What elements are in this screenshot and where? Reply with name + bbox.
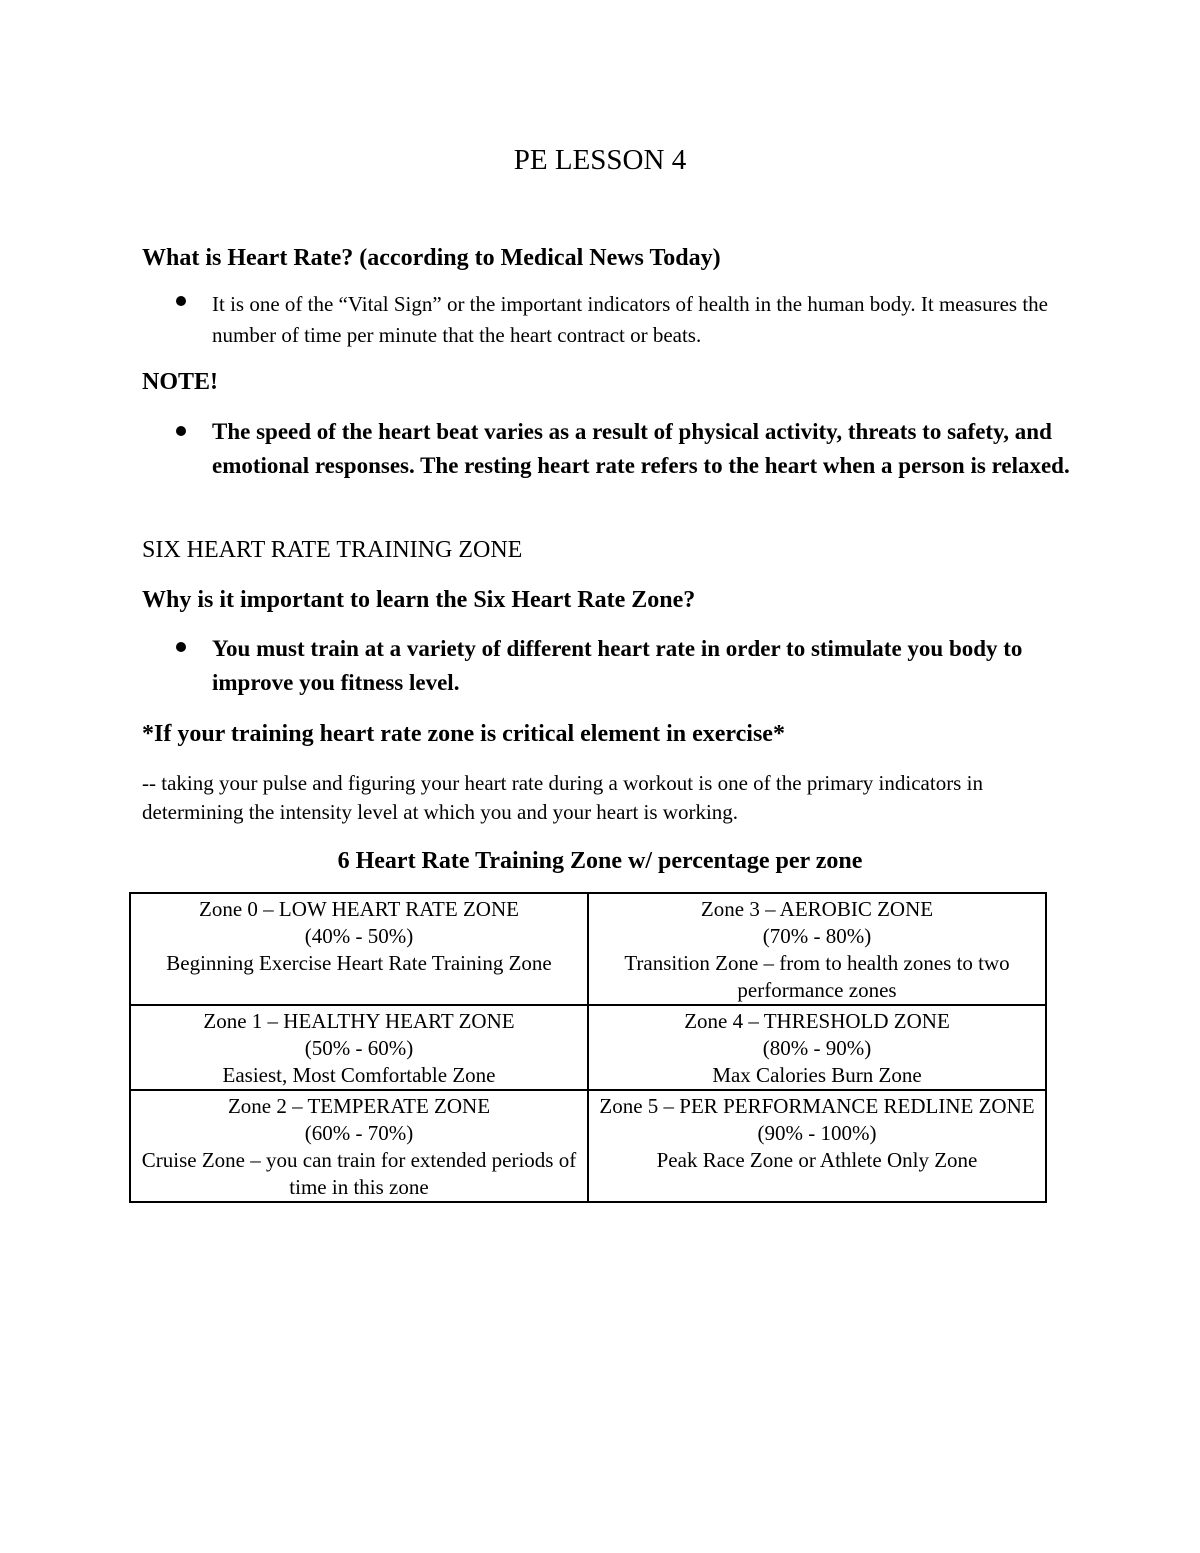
critical-element-note: *If your training heart rate zone is critical element in exercise*: [142, 721, 785, 747]
zone-cell: [588, 1090, 1046, 1202]
table-row: [130, 1090, 1046, 1202]
six-zone-heading: SIX HEART RATE TRAINING ZONE: [142, 537, 523, 563]
bullet-dot-icon: [176, 296, 186, 306]
zone-cell: [588, 893, 1046, 1005]
zone-description: Easiest, Most Comfortable Zone: [222, 1063, 496, 1087]
table-caption: 6 Heart Rate Training Zone w/ percentage per zone: [337, 848, 863, 874]
page-title: PE LESSON 4: [513, 144, 687, 176]
heart-rate-zone-table: [129, 892, 1047, 1203]
zone-range: (40% - 50%): [304, 924, 414, 948]
why-heading: Why is it important to learn the Six Heart Rate Zone?: [142, 587, 696, 613]
heart-rate-definition: It is one of the “Vital Sign” or the important indicators of health in the human body. It measures the number of time per minute that the heart contract or beats.: [212, 292, 1049, 347]
zone-name: Zone 4 – THRESHOLD ZONE: [684, 1009, 950, 1033]
zone-description: Max Calories Burn Zone: [712, 1063, 922, 1087]
zone-description: Transition Zone – from to health zones to two performance zones: [624, 951, 1010, 1002]
zone-description: Cruise Zone – you can train for extended periods of time in this zone: [141, 1148, 577, 1199]
zone-cell: [130, 893, 588, 1005]
zone-name: Zone 0 – LOW HEART RATE ZONE: [199, 897, 519, 921]
note-heading: NOTE!: [142, 369, 219, 395]
heart-rate-heading: What is Heart Rate? (according to Medical News Today): [142, 245, 721, 271]
zone-cell: [130, 1005, 588, 1090]
zone-range: (50% - 60%): [304, 1036, 414, 1060]
zone-range: (80% - 90%): [762, 1036, 872, 1060]
zone-name: Zone 3 – AEROBIC ZONE: [700, 897, 934, 921]
zone-cell: [130, 1090, 588, 1202]
zone-name: Zone 2 – TEMPERATE ZONE: [227, 1094, 491, 1118]
zone-description: Peak Race Zone or Athlete Only Zone: [656, 1148, 978, 1172]
zone-description: Beginning Exercise Heart Rate Training Zone: [166, 951, 552, 975]
zone-name: Zone 5 – PER PERFORMANCE REDLINE ZONE: [599, 1094, 1035, 1118]
table-row: [130, 893, 1046, 1005]
bullet-dot-icon: [176, 642, 186, 652]
zone-cell: [588, 1005, 1046, 1090]
note-bullet: The speed of the heart beat varies as a result of physical activity, threats to safety, and emotional responses. The resting heart rate refers to the heart when a person is relaxed.: [212, 419, 1070, 478]
bullet-dot-icon: [176, 426, 186, 436]
zone-range: (70% - 80%): [762, 924, 872, 948]
pulse-paragraph: -- taking your pulse and figuring your heart rate during a workout is one of the primary indicators in determining the intensity level at which you and your heart is working.: [142, 771, 983, 824]
zone-range: (90% - 100%): [757, 1121, 877, 1145]
zone-name: Zone 1 – HEALTHY HEART ZONE: [203, 1009, 515, 1033]
zone-range: (60% - 70%): [304, 1121, 414, 1145]
table-row: [130, 1005, 1046, 1090]
why-bullet: You must train at a variety of different heart rate in order to stimulate you body to improve you fitness level.: [212, 636, 1023, 695]
